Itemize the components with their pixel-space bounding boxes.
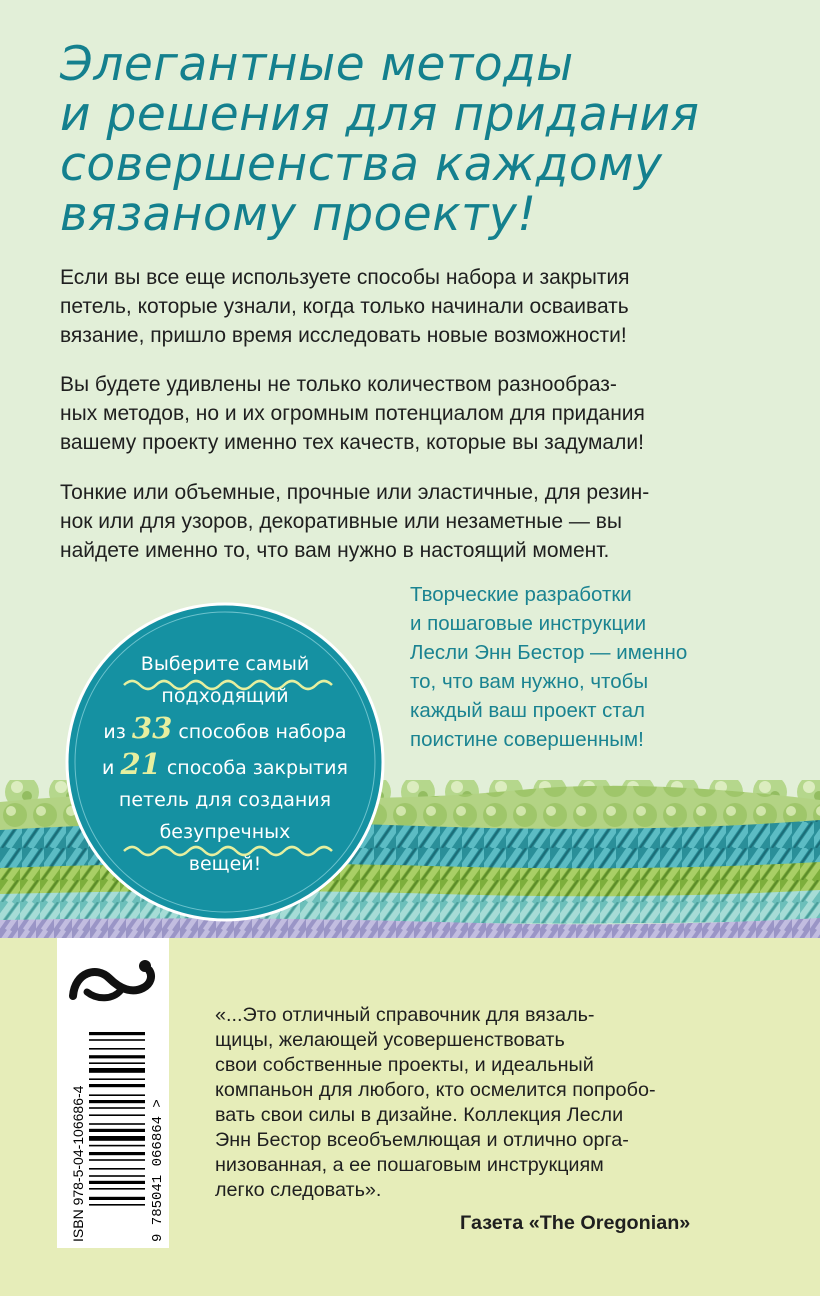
barcode-bar: [89, 1068, 145, 1073]
barcode-bar: [89, 1107, 145, 1109]
paragraph-line: петель, которые узнали, когда только начинали осваивать: [60, 295, 629, 318]
badge-line: Выберите самый: [140, 653, 310, 675]
badge-line: подходящий: [161, 685, 289, 707]
cast-on-count: 33: [131, 711, 173, 745]
publisher-logo-box: [57, 938, 169, 1020]
paragraph-line: нок или для узоров, декоративные или незаметные — вы: [60, 510, 622, 533]
barcode-bar: [89, 1078, 145, 1080]
barcode-digits: 9 785041 066864 >: [150, 1099, 166, 1242]
paragraph-line: Вы будете удивлены не только количеством разнообраз-: [60, 373, 617, 396]
paragraph-line: ных методов, но и их огромным потенциалом для придания: [60, 402, 645, 425]
badge-text: [84, 648, 366, 880]
side-line: поистине совершенным!: [410, 728, 644, 751]
barcode-bar: [89, 1032, 145, 1035]
barcode-bar: [89, 1062, 145, 1064]
side-line: то, что вам нужно, чтобы: [410, 670, 649, 693]
quote-line: компаньон для любого, кто осмелится попробо-: [215, 1079, 656, 1101]
barcode-bar: [89, 1197, 145, 1200]
badge-line: безупречных: [159, 821, 291, 843]
intro-paragraph-3: [60, 478, 740, 565]
barcode-bar: [89, 1136, 145, 1141]
headline-line: и решения для придания: [60, 87, 700, 142]
headline: [60, 37, 780, 242]
barcode-bar: [89, 1204, 145, 1206]
badge-text-part: способа закрытия: [160, 757, 348, 779]
badge-line-bind-off: [84, 748, 366, 784]
quote-line: щицы, желающей усовершенствовать: [215, 1029, 565, 1051]
badge-text-part: способов набора: [172, 721, 347, 743]
badge-text-part: из: [103, 721, 132, 743]
paragraph-line: Если вы все еще используете способы набора и закрытия: [60, 266, 630, 289]
barcode-bar: [89, 1175, 145, 1177]
barcode-bar: [89, 1181, 145, 1184]
barcode-bar: [89, 1168, 145, 1170]
barcode-bar: [89, 1152, 145, 1155]
side-line: и пошаговые инструкции: [410, 612, 647, 635]
barcode-bar: [89, 1123, 145, 1125]
paragraph-line: Тонкие или объемные, прочные или эластичные, для резин-: [60, 481, 650, 504]
barcode-bar: [89, 1145, 145, 1147]
barcode-bar: [89, 1048, 145, 1050]
side-line: Лесли Энн Бестор — именно: [410, 641, 688, 664]
review-quote: [215, 1003, 755, 1203]
quote-source: Газета «The Oregonian»: [460, 1212, 691, 1234]
barcode-bar: [89, 1084, 145, 1087]
quote-line: легко следовать».: [215, 1179, 382, 1201]
paragraph-line: вашему проекту именно тех качеств, которые вы задумали!: [60, 431, 644, 454]
barcode-bar: [89, 1039, 145, 1041]
headline-line: вязаному проекту!: [60, 187, 537, 242]
barcode-bar: [89, 1055, 145, 1058]
barcode-bar: [89, 1159, 145, 1161]
badge-text-part: и: [102, 757, 121, 779]
quote-line: вать свои силы в дизайне. Коллекция Лесли: [215, 1104, 624, 1126]
badge-line: вещей!: [188, 853, 262, 875]
publisher-swirl-logo-icon: [57, 938, 169, 1020]
quote-line: свои собственные проекты, и идеальный: [215, 1054, 594, 1076]
barcode-bar: [89, 1114, 145, 1116]
barcode-bar: [89, 1100, 145, 1103]
side-line: каждый ваш проект стал: [410, 699, 645, 722]
barcode-box: [57, 1020, 169, 1248]
barcode-bar: [89, 1129, 145, 1132]
barcode-bar: [89, 1094, 145, 1096]
isbn-text: ISBN 978-5-04-106686-4: [70, 1085, 86, 1242]
paragraph-line: вязание, пришло время исследовать новые возможности!: [60, 324, 627, 347]
badge-line: петель для создания: [118, 789, 332, 811]
headline-line: Элегантные методы: [60, 37, 574, 92]
barcode-graphic: [57, 1020, 169, 1248]
paragraph-line: найдете именно то, что вам нужно в настоящий момент.: [60, 539, 610, 562]
quote-line: «...Это отличный справочник для вязаль-: [215, 1004, 595, 1026]
side-highlight-text: [410, 580, 745, 754]
quote-line: Энн Бестор всеобъемлющая и отлично орга-: [215, 1129, 629, 1151]
badge-line-cast-on: [84, 712, 366, 748]
intro-paragraph-1: [60, 263, 740, 350]
barcode-bar: [89, 1188, 145, 1190]
bind-off-count: 21: [120, 747, 161, 781]
side-line: Творческие разработки: [410, 583, 632, 606]
headline-line: совершенства каждому: [60, 137, 663, 192]
intro-paragraph-2: [60, 370, 740, 457]
quote-line: низованная, а ее пошаговым инструкциям: [215, 1154, 604, 1176]
